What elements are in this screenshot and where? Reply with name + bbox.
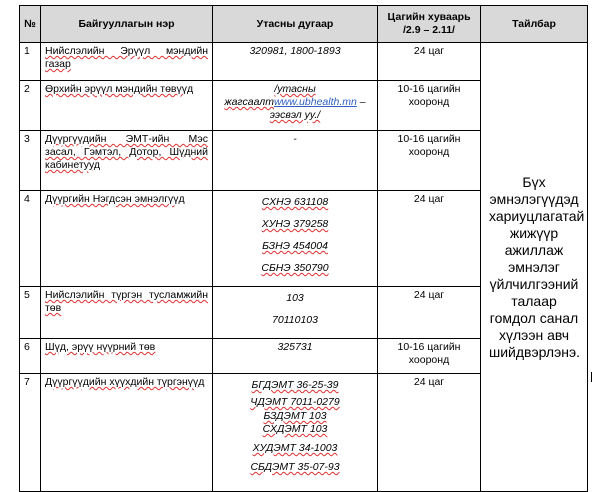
row-number: 7 bbox=[20, 374, 41, 492]
note-cell bbox=[481, 43, 588, 492]
row-number: 1 bbox=[20, 43, 41, 81]
phone-numbers: 320981, 1800-1893 bbox=[213, 43, 378, 81]
phone-numbers: - bbox=[213, 131, 378, 191]
schedule: 24 цаг bbox=[378, 43, 481, 81]
ubhealth-link[interactable]: www.ubhealth.mn bbox=[273, 96, 357, 108]
header-num: № bbox=[20, 6, 41, 43]
organization-name: Нийслэлийн түргэн тусламжийн төв bbox=[41, 287, 213, 339]
header-phone: Утасны дугаар bbox=[213, 6, 378, 43]
row-number: 6 bbox=[20, 339, 41, 374]
page-margin-mark bbox=[591, 372, 592, 382]
schedule: 10-16 цагийн хооронд bbox=[378, 131, 481, 191]
header-name: Байгууллагын нэр bbox=[41, 6, 213, 43]
organization-name: Дүүргүүдийн хүүхдийн түргэнүүд bbox=[41, 374, 213, 492]
header-row bbox=[20, 6, 588, 43]
hospital-contact-table bbox=[19, 5, 588, 492]
schedule: 10-16 цагийн хооронд bbox=[378, 339, 481, 374]
phone-numbers: 325731 bbox=[213, 339, 378, 374]
organization-name: Дүүргийн Нэгдсэн эмнэлгүүд bbox=[41, 191, 213, 287]
organization-name: Өрхийн эрүүл мэндийн төвүүд bbox=[41, 81, 213, 131]
row-number: 2 bbox=[20, 81, 41, 131]
row-number: 5 bbox=[20, 287, 41, 339]
schedule: 10-16 цагийн хооронд bbox=[378, 81, 481, 131]
phone-numbers: СХНЭ 631108 ХУНЭ 379258 БЗНЭ 454004 СБНЭ 350790 bbox=[213, 191, 378, 287]
phone-numbers: БГДЭМТ 36-25-39 ЧДЭМТ 7011-0279 БЗДЭМТ 103 СХДЭМТ 103 ХУДЭМТ 34-1003 СБДЭМТ 35-07-93 bbox=[213, 374, 378, 492]
organization-name: Нийслэлийн Эрүүл мэндийн газар bbox=[41, 43, 213, 81]
organization-name: Дүүргүүдийн ЭМТ-ийн Мэс засал, Гэмтэл, Дотор, Шүдний кабинетууд bbox=[41, 131, 213, 191]
row-number: 4 bbox=[20, 191, 41, 287]
organization-name: Шүд, эрүү нүүрний төв bbox=[41, 339, 213, 374]
header-hours: Цагийн хуваарь /2.9 – 2.11/ bbox=[378, 6, 481, 43]
header-note: Тайлбар bbox=[481, 6, 588, 43]
row-number: 3 bbox=[20, 131, 41, 191]
phone-numbers: 103 70110103 bbox=[213, 287, 378, 339]
schedule: 24 цаг bbox=[378, 287, 481, 339]
note-text: Бүх эмнэлэгүүдэд хариуцлагатай жижүүр ажиллаж эмнэлэг үйлчилгээний талаар гомдол санал хүлээн авч шийдвэрлэнэ. bbox=[489, 173, 585, 360]
schedule: 24 цаг bbox=[378, 191, 481, 287]
table-row bbox=[20, 43, 588, 81]
phone-numbers: /утасны жагсаалтwww.ubhealth.mn – ээсвэл уу./ bbox=[213, 81, 378, 131]
schedule: 24 цаг bbox=[378, 374, 481, 492]
